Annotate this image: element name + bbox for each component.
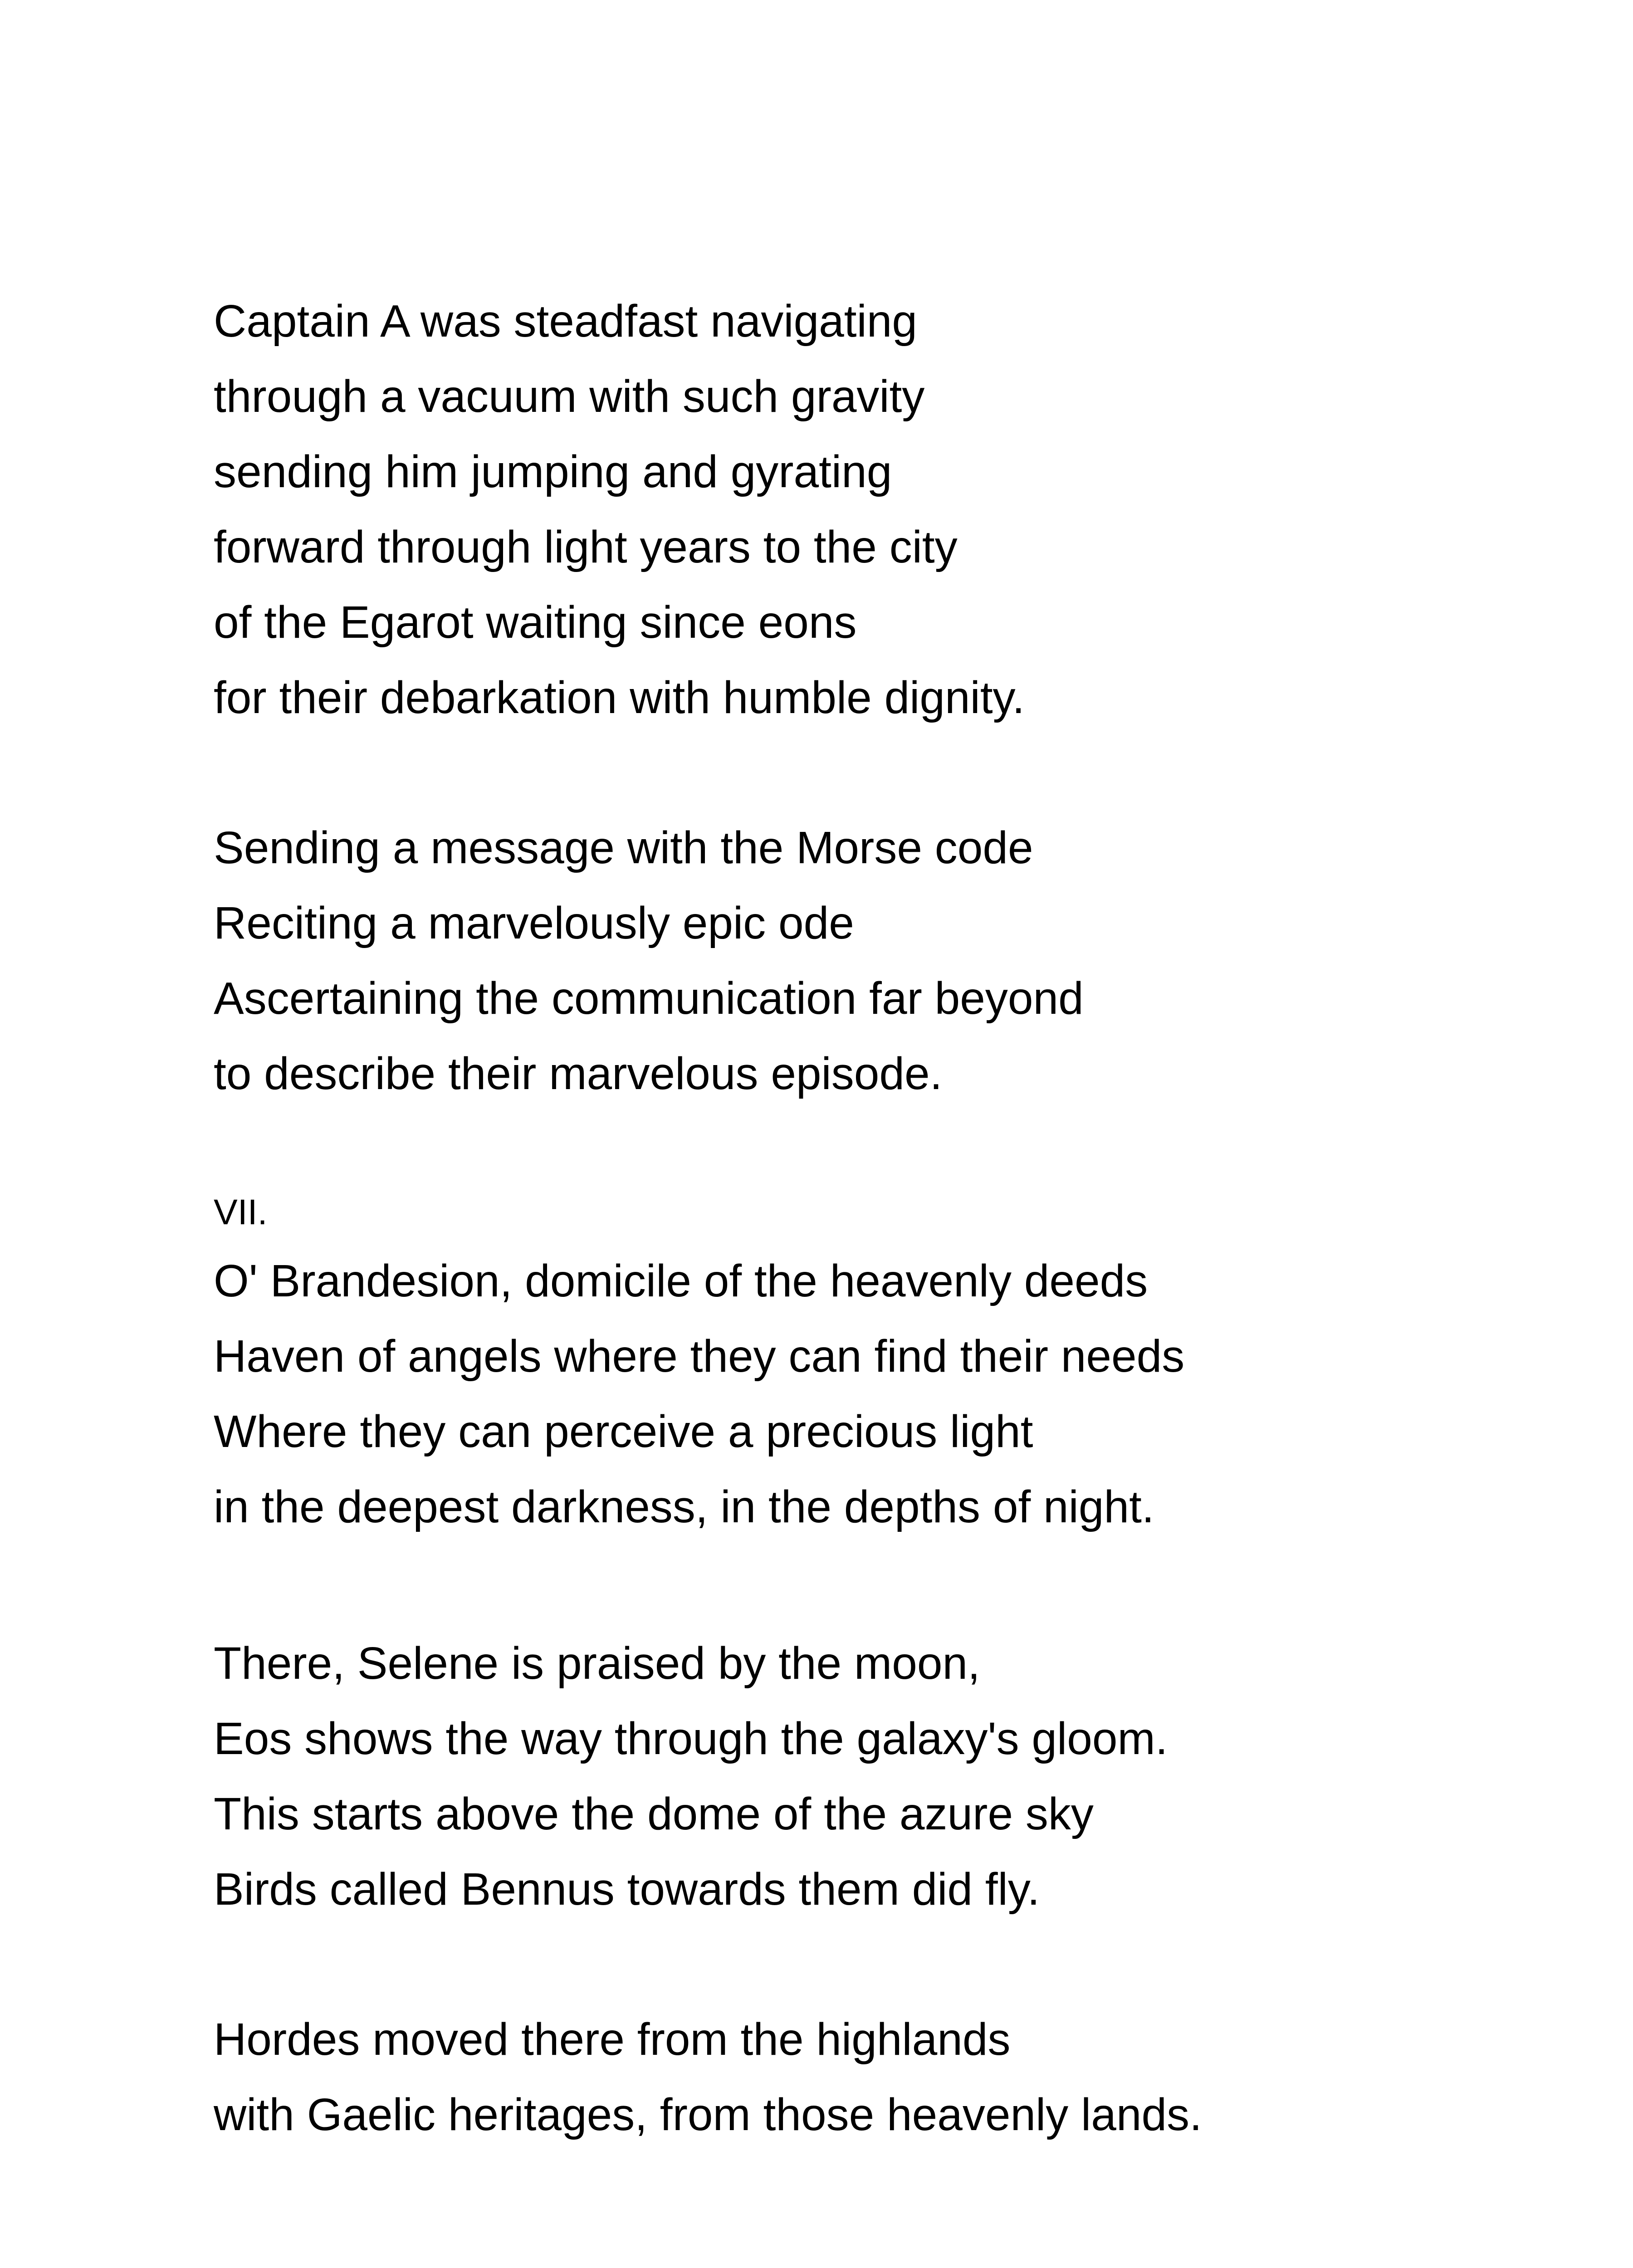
poem-line: Hordes moved there from the highlands	[214, 2014, 1011, 2065]
poem-line: Haven of angels where they can find their needs	[214, 1331, 1185, 1382]
poem-line: This starts above the dome of the azure sky	[214, 1789, 1094, 1839]
poem-line: O' Brandesion, domicile of the heavenly deeds	[214, 1256, 1148, 1306]
poem-line: Captain A was steadfast navigating	[214, 296, 918, 347]
poem-line: to describe their marvelous episode.	[214, 1048, 943, 1099]
poem-line: Eos shows the way through the galaxy's gloom.	[214, 1713, 1168, 1764]
poem-line: through a vacuum with such gravity	[214, 371, 925, 422]
poem-line: with Gaelic heritages, from those heavenly lands.	[214, 2089, 1202, 2140]
poem-line: Ascertaining the communication far beyond	[214, 973, 1084, 1024]
poem-line: There, Selene is praised by the moon,	[214, 1638, 980, 1689]
poem-line: Birds called Bennus towards them did fly.	[214, 1864, 1040, 1915]
poem-line: for their debarkation with humble dignity.	[214, 672, 1025, 723]
poem-line: Sending a message with the Morse code	[214, 822, 1033, 873]
poem-line: Reciting a marvelously epic ode	[214, 898, 854, 948]
poem-line: Where they can perceive a precious light	[214, 1406, 1033, 1457]
poem-line: sending him jumping and gyrating	[214, 446, 892, 497]
section-label: VII.	[214, 1192, 268, 1232]
poem-line: of the Egarot waiting since eons	[214, 597, 857, 648]
poem-line: in the deepest darkness, in the depths of night.	[214, 1481, 1154, 1532]
poem-line: forward through light years to the city	[214, 522, 958, 572]
